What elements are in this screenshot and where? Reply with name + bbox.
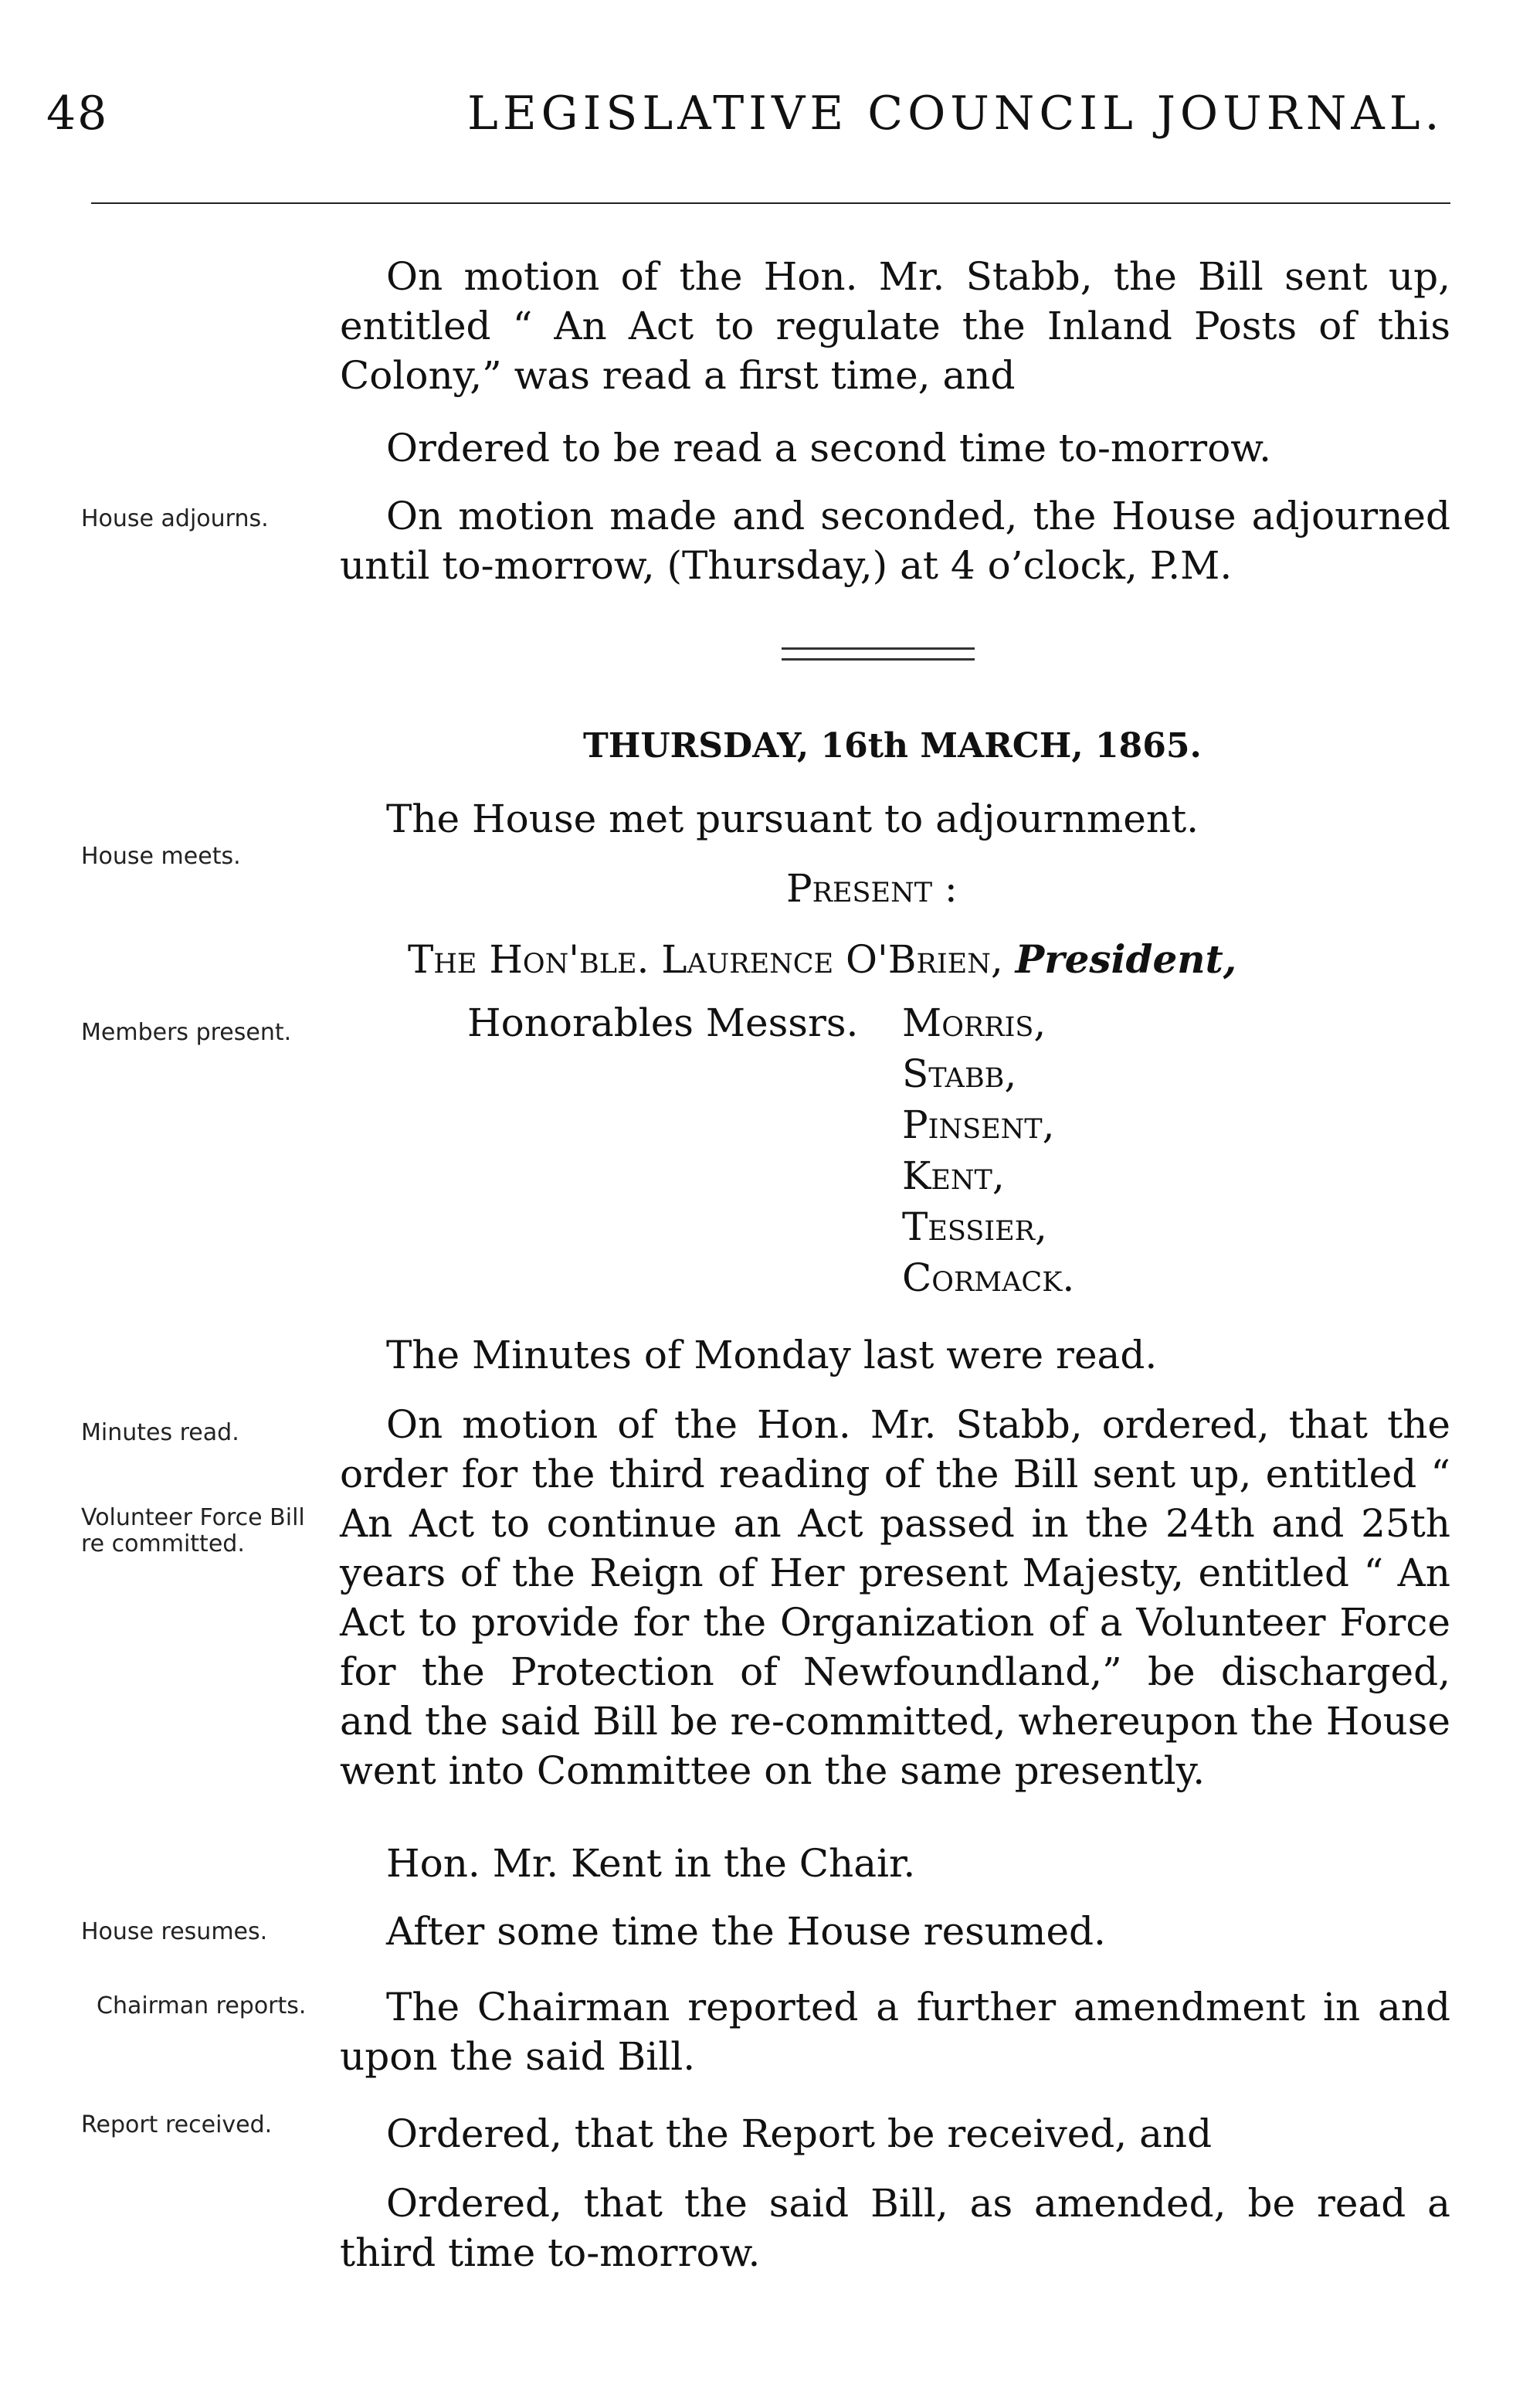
header-rule [91,202,1450,204]
paragraph-minutes-read: The Minutes of Monday last were read. [386,1333,1158,1377]
paragraph-volunteer-force-bill: On motion of the Hon. Mr. Stabb, ordered, that the order for the third reading of the Bill sent up, entitled “ An Act to continue an Act passed in the 24th and 25th years of the Reign of Her present Majesty, entitled “ An Act to provide for the Organization of a Volunteer Force for the Protection of Newfoundland,” be discharged, and the said Bill be re-committed, whereupon the House went into Committee on the same presently. [340,1402,1450,1793]
member-kent: Kent, [902,1153,1005,1198]
page-number: 48 [46,87,109,141]
margin-note-chairman-reports: Chairman reports. [97,1992,307,2019]
section-divider [782,647,975,650]
president-title: President, [1015,936,1237,982]
paragraph-chairman-reported: The Chairman reported a further amendment in and upon the said Bill. [340,1985,1450,2079]
paragraph-inland-posts-bill: On motion of the Hon. Mr. Stabb, the Bill sent up, entitled “ An Act to regulate the Inland Posts of this Colony,” was read a first time, and [340,254,1450,398]
paragraph-second-reading-order: Ordered to be read a second time to-morrow. [386,426,1272,470]
member-morris: Morris, [902,1000,1046,1045]
president-line [408,935,1236,984]
margin-note-house-adjourns: House adjourns. [81,505,269,532]
paragraph-house-adjourned: On motion made and seconded, the House adjourned until to-morrow, (Thursday,) at 4 o’clock, P.M. [340,494,1450,588]
present-label: Present : [786,866,958,911]
paragraph-report-received: Ordered, that the Report be received, and [386,2111,1213,2156]
member-cormack: Cormack. [902,1255,1075,1300]
paragraph-third-reading: Ordered, that the said Bill, as amended, be read a third time to-morrow. [340,2181,1450,2275]
member-pinsent: Pinsent, [902,1102,1055,1147]
member-stabb: Stabb, [902,1051,1017,1096]
honorables-label: Honorables Messrs. [467,1000,859,1045]
paragraph-kent-in-chair: Hon. Mr. Kent in the Chair. [386,1841,916,1886]
margin-note-report-received: Report received. [81,2111,273,2138]
president-name: The Hon'ble. Laurence O'Brien, [408,937,1003,982]
paragraph-house-resumed: After some time the House resumed. [386,1909,1106,1954]
date-heading: THURSDAY, 16th MARCH, 1865. [583,726,1202,766]
margin-note-volunteer-force: Volunteer Force Bill re committed. [81,1504,305,1557]
section-divider-2 [782,658,975,661]
running-title: LEGISLATIVE COUNCIL JOURNAL. [467,87,1444,141]
paragraph-house-met: The House met pursuant to adjournment. [386,796,1199,841]
member-tessier: Tessier, [902,1204,1047,1249]
margin-note-house-resumes: House resumes. [81,1918,268,1945]
margin-note-house-meets: House meets. [81,843,241,870]
margin-note-minutes-read: Minutes read. [81,1419,239,1446]
margin-note-members-present: Members present. [81,1019,292,1046]
